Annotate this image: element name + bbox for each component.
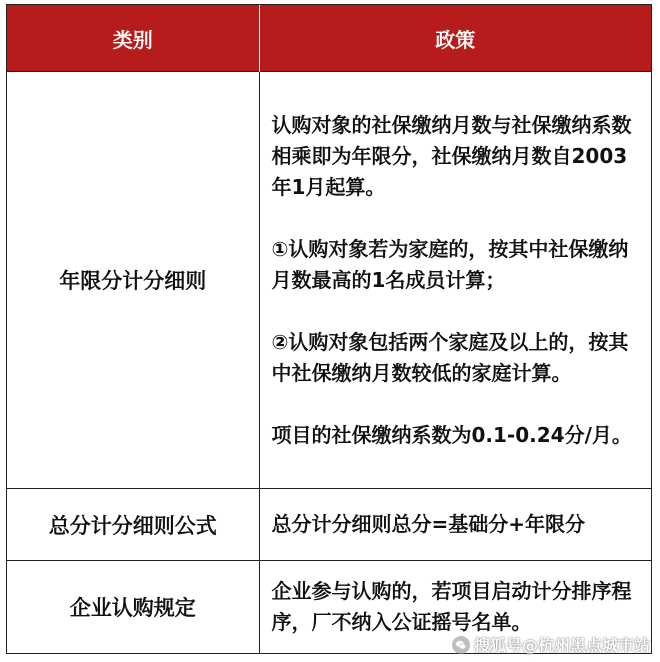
header-category: 类别 (7, 5, 259, 72)
wechat-icon (452, 636, 470, 654)
watermark (452, 633, 650, 656)
row-category: 总分计分细则公式 (7, 489, 259, 561)
policy-paragraph: 认购对象的社保缴纳月数与社保缴纳系数相乘即为年限分，社保缴纳月数自2003年1月起算。 (271, 112, 632, 199)
row-policy (259, 489, 651, 561)
policy-paragraph: 项目的社保缴纳系数为0.1-0.24分/月。 (271, 422, 632, 447)
table-header-row (7, 5, 651, 72)
row-category: 年限分计分细则 (7, 72, 259, 489)
watermark-text: 搜狐号@杭州黑点城市站 (473, 636, 650, 655)
policy-paragraph: 总分计分细则总分=基础分+年限分 (271, 512, 586, 536)
policy-table (7, 5, 651, 654)
policy-paragraph: ①认购对象若为家庭的，按其中社保缴纳月数最高的1名成员计算； (271, 236, 629, 292)
policy-paragraph: 企业参与认购的，若项目启动计分排序程序，厂不纳入公证摇号名单。 (271, 579, 632, 635)
table-row (7, 72, 651, 489)
row-policy (259, 72, 651, 489)
row-category: 企业认购规定 (7, 561, 259, 654)
header-policy: 政策 (259, 5, 651, 72)
policy-paragraph: ②认购对象包括两个家庭及以上的，按其中社保缴纳月数较低的家庭计算。 (271, 329, 629, 385)
policy-table-container (6, 4, 652, 654)
table-row (7, 489, 651, 561)
